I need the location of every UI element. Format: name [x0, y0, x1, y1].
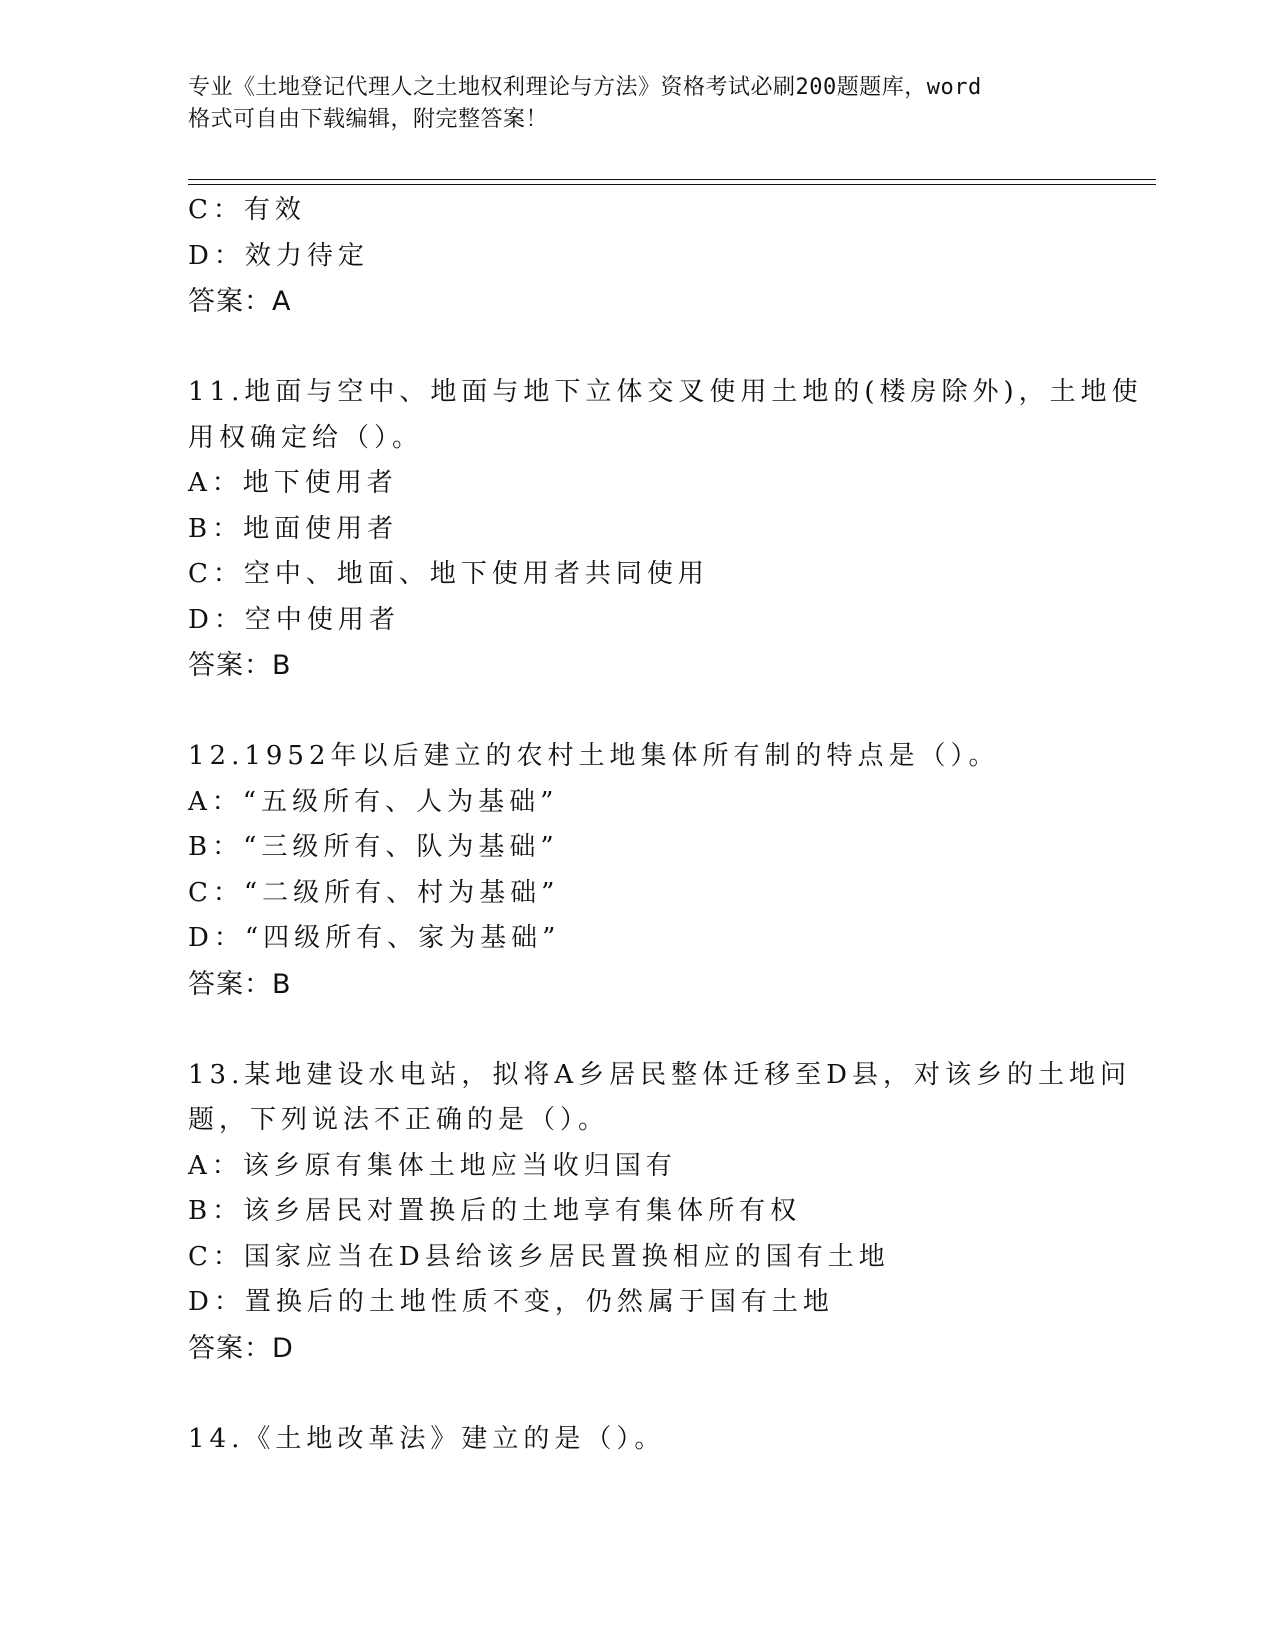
option-b: B：“三级所有、队为基础” — [188, 832, 559, 862]
answer: 答案：B — [188, 968, 292, 1000]
option-c: C：“二级所有、村为基础” — [188, 877, 560, 908]
option-d: D：空中使用者 — [188, 604, 400, 635]
header-title-line-2: 格式可自由下载编辑，附完整答案！ — [188, 107, 549, 132]
header-divider-top — [188, 179, 1156, 180]
question-stem: 13.某地建设水电站，拟将A乡居民整体迁移至D县，对该乡的土地问 — [188, 1059, 1131, 1090]
spacer — [188, 1371, 1138, 1417]
option-a: A：地下使用者 — [188, 468, 398, 498]
option-b: B：该乡居民对置换后的土地享有集体所有权 — [188, 1196, 802, 1226]
option-c: C：空中、地面、地下使用者共同使用 — [188, 559, 709, 589]
option-b: B：地面使用者 — [188, 513, 399, 544]
answer: 答案：B — [188, 650, 292, 681]
question-list — [188, 188, 1143, 1462]
option-d: D：置换后的土地性质不变，仍然属于国有土地 — [188, 1287, 834, 1317]
question-10 — [188, 188, 1138, 325]
question-11 — [188, 370, 1143, 689]
header-divider-bottom — [188, 184, 1156, 185]
question-13 — [188, 1053, 1138, 1372]
option-c: C：有效 — [188, 195, 306, 225]
spacer — [188, 1007, 1138, 1053]
option-d: D：“四级所有、家为基础” — [188, 923, 561, 953]
spacer — [188, 689, 1138, 735]
question-stem: 12.1952年以后建立的农村土地集体所有制的特点是（）。 — [188, 741, 1000, 771]
option-c: C：国家应当在D县给该乡居民置换相应的国有土地 — [188, 1241, 890, 1272]
question-14 — [188, 1417, 1138, 1463]
question-stem: 11.地面与空中、地面与地下立体交叉使用土地的(楼房除外)，土地使 — [188, 377, 1143, 407]
option-a: A：“五级所有、人为基础” — [188, 786, 559, 817]
answer: 答案：A — [188, 286, 292, 317]
question-12 — [188, 734, 1138, 1007]
option-a: A：该乡原有集体土地应当收归国有 — [188, 1150, 677, 1181]
header-title-line-1: 专业《土地登记代理人之土地权利理论与方法》资格考试必刷200题题库，word — [188, 75, 982, 100]
page-header — [188, 72, 1088, 136]
question-stem-continued: 用权确定给（）。 — [188, 422, 424, 453]
answer: 答案：D — [188, 1332, 294, 1364]
question-stem: 14.《土地改革法》建立的是（）。 — [188, 1423, 666, 1454]
option-d: D：效力待定 — [188, 240, 369, 271]
spacer — [188, 325, 1138, 371]
question-stem-continued: 题，下列说法不正确的是（）。 — [188, 1105, 610, 1135]
